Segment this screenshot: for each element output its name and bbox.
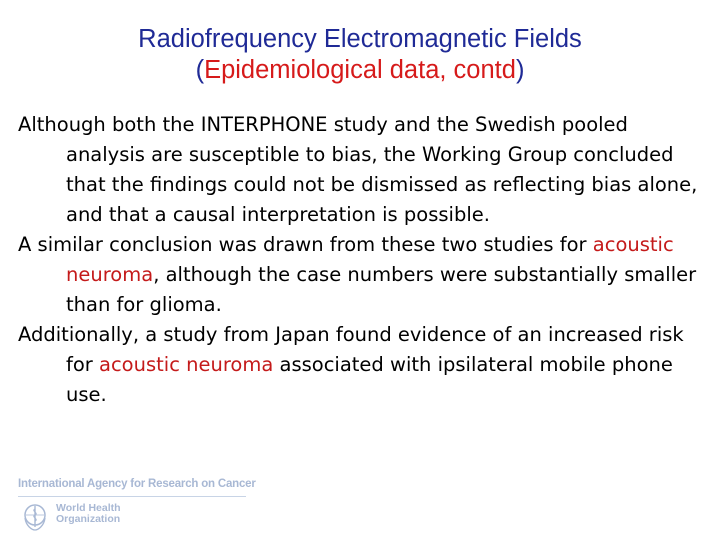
title-close-paren: ) (515, 56, 525, 84)
acoustic-neuroma-highlight: acoustic neuroma (66, 233, 674, 286)
paragraph-japan-study (18, 320, 708, 410)
paragraph-interphone: Although both the INTERPHONE study and the Swedish pooled analysis are susceptible to bias, the Working Group concluded that the findings could not be dismissed as reflecting bias alone, and that a causal interpretation is possible. (18, 113, 698, 226)
slide-title (60, 24, 660, 86)
who-name-line-1: World Health (56, 502, 121, 514)
paragraph-acoustic-neuroma (18, 230, 708, 320)
who-name (56, 503, 121, 525)
paragraph-3-text-start: Additionally, a study from Japan found evidence of an increased risk for (18, 323, 684, 376)
paragraph-3-text-end: associated with ipsilateral mobile phone use. (66, 353, 673, 406)
paragraph-2-text-start: A similar conclusion was drawn from these two studies for (18, 233, 593, 256)
title-line-1: Radiofrequency Electromagnetic Fields (138, 25, 582, 53)
iarc-name: International Agency for Research on Cancer (18, 478, 256, 490)
paragraph-2-text-end: , although the case numbers were substantially smaller than for glioma. (66, 263, 697, 316)
title-line-2 (60, 55, 660, 86)
logo-divider (18, 496, 246, 497)
slide-body (18, 110, 708, 410)
title-highlight: Epidemiological data, contd (204, 56, 516, 84)
footer-logo (18, 478, 258, 534)
who-emblem-icon (20, 502, 50, 532)
who-name-line-2: Organization (56, 513, 121, 525)
title-open-paren: ( (195, 56, 205, 84)
acoustic-neuroma-highlight-2: acoustic neuroma (99, 353, 274, 376)
